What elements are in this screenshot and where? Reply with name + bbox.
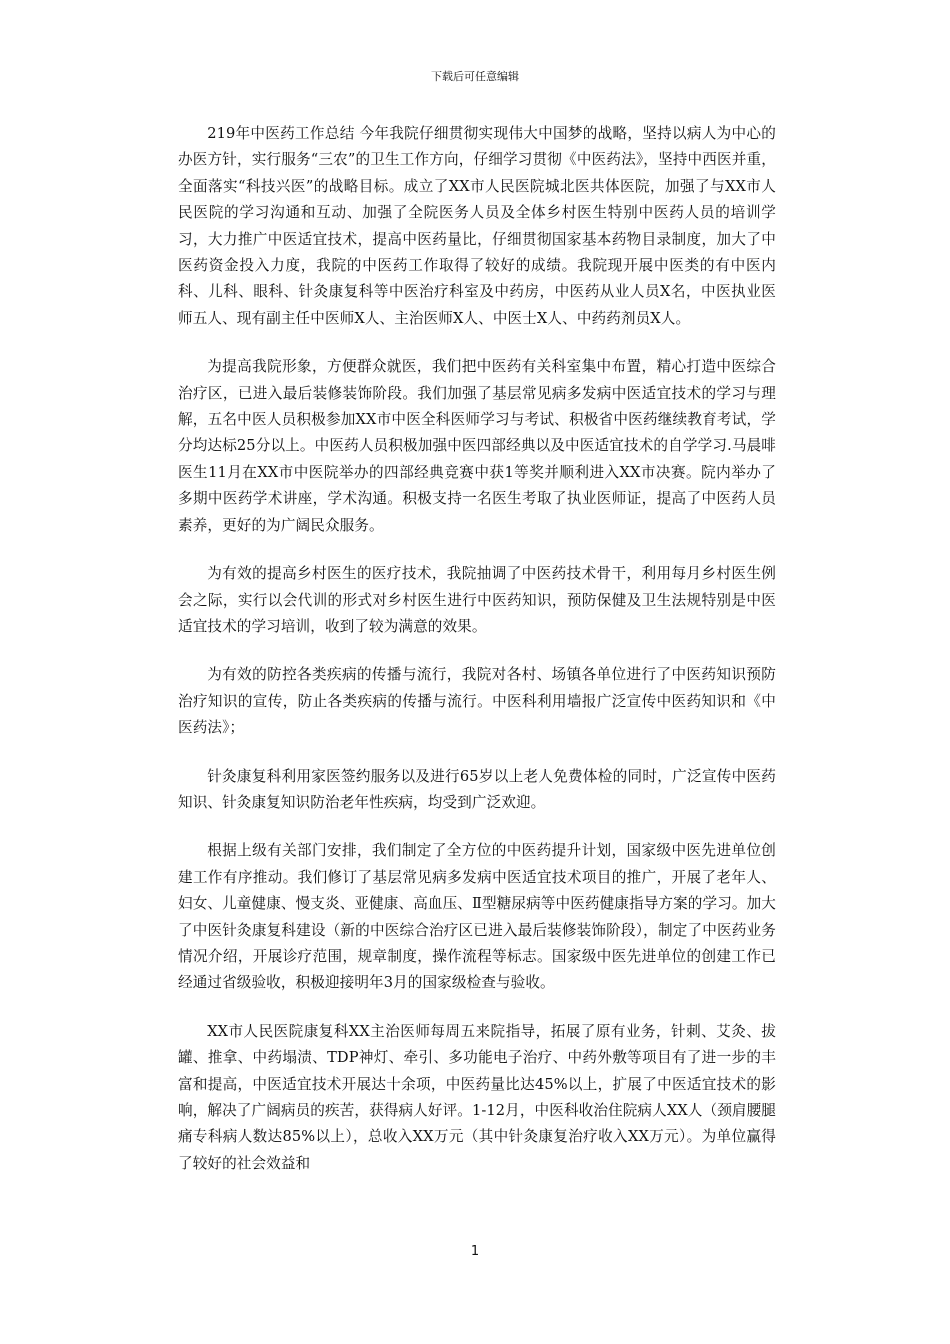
header-note: 下载后可任意编辑 [431, 70, 519, 83]
paragraph-3: 为有效的提高乡村医生的医疗技术，我院抽调了中医药技术骨干，利用每月乡村医生例会之际，实行以会代训的形式对乡村医生进行中医药知识，预防保健及卫生法规特别是中医适宜技术的学习培训，收到了较为满意的效果。 [178, 565, 776, 635]
paragraph-4: 为有效的防控各类疾病的传播与流行，我院对各村、场镇各单位进行了中医药知识预防治疗知识的宣传，防止各类疾病的传播与流行。中医科利用墙报广泛宣传中医药知识和《中医药法》； [178, 666, 776, 737]
document-body [178, 121, 776, 1199]
paragraph-2: 为提高我院形象，方便群众就医，我们把中医药有关科室集中布置，精心打造中医综合治疗区，已进入最后装修装饰阶段。我们加强了基层常见病多发病中医适宜技术的学习与理解，五名中医人员积极参加XX市中医全科医师学习与考试、积极省中医药继续教育考试，学分均达标25分以上。中医药人员积极加强中医四部经典以及中医适宜技术的自学学习.马晨啡医生11月在XX市中医院举办的四部经典竞赛中获1等奖并顺利进入XX市决赛。院内举办了多期中医药学术讲座，学术沟通。积极支持一名医生考取了执业医师证，提高了中医药人员素养，更好的为广阔民众服务。 [178, 358, 776, 534]
paragraph-1: 219年中医药工作总结 今年我院仔细贯彻实现伟大中国梦的战略，坚持以病人为中心的办医方针，实行服务“三农”的卫生工作方向，仔细学习贯彻《中医药法》，坚持中西医并重，全面落实“科技兴医”的战略目标。成立了XX市人民医院城北医共体医院，加强了与XX市人民医院的学习沟通和互动、加强了全院医务人员及全体乡村医生特别中医药人员的培训学习，大力推广中医适宜技术，提高中医药量比，仔细贯彻国家基本药物目录制度，加大了中医药资金投入力度，我院的中医药工作取得了较好的成绩。我院现开展中医类的有中医内科、儿科、眼科、针灸康复科等中医治疗科室及中药房，中医药从业人员X名，中医执业医师五人、现有副主任中医师X人、主治医师X人、中医士X人、中药药剂员X人。 [178, 125, 776, 327]
page-number: 1 [470, 1244, 480, 1259]
paragraph-6: 根据上级有关部门安排，我们制定了全方位的中医药提升计划，国家级中医先进单位创建工作有序推动。我们修订了基层常见病多发病中医适宜技术项目的推广，开展了老年人、妇女、儿童健康、慢支炎、亚健康、高血压、Ⅱ型糖尿病等中医药健康指导方案的学习。加大了中医针灸康复科建设（新的中医综合治疗区已进入最后装修装饰阶段），制定了中医药业务情况介绍，开展诊疗范围，规章制度，操作流程等标志。国家级中医先进单位的创建工作已经通过省级验收，积极迎接明年3月的国家级检查与验收。 [178, 842, 776, 992]
paragraph-5: 针灸康复科利用家医签约服务以及进行65岁以上老人免费体检的同时，广泛宣传中医药知识、针灸康复知识防治老年性疾病，均受到广泛欢迎。 [178, 767, 776, 811]
paragraph-7: XX市人民医院康复科XX主治医师每周五来院指导，拓展了原有业务，针刺、艾灸、拔罐、推拿、中药塌渍、TDP神灯、牵引、多功能电子治疗、中药外敷等项目有了进一步的丰富和提高，中医适宜技术开展达十余项，中医药量比达45%以上，扩展了中医适宜技术的影响，解决了广阔病员的疾苦，获得病人好评。1-12月，中医科收治住院病人XX人（颈肩腰腿痛专科病人数达85%以上），总收入XX万元（其中针灸康复治疗收入XX万元）。为单位赢得了较好的社会效益和 [178, 1022, 776, 1172]
